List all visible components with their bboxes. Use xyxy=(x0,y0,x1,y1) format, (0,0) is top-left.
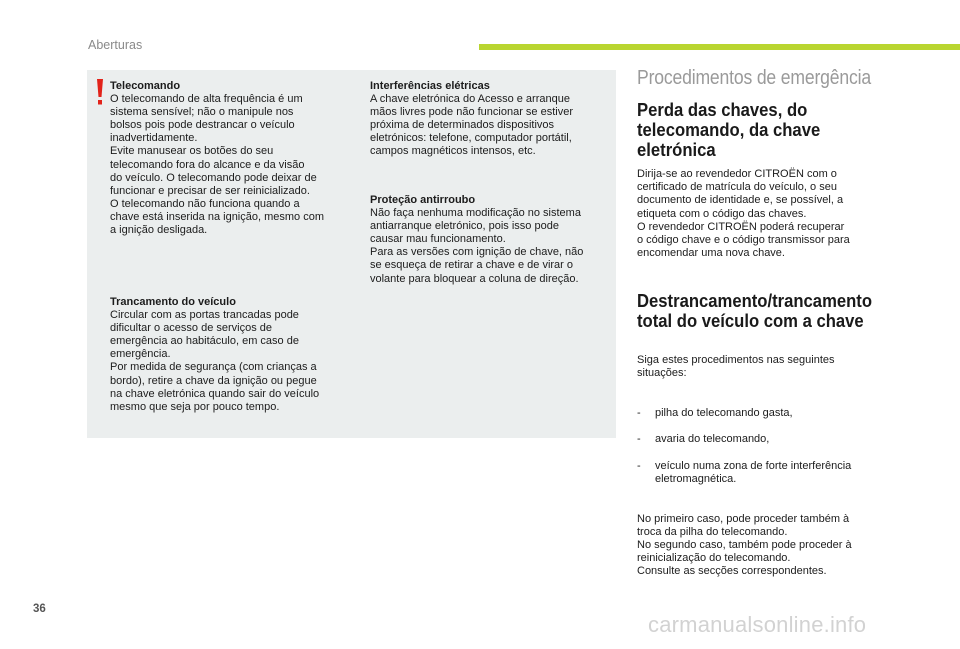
list-item: - veículo numa zona de forte interferência eletromagnética. xyxy=(637,460,887,486)
note-antirroubo xyxy=(370,194,610,286)
section-accent-bar xyxy=(479,44,960,50)
note-trancamento xyxy=(110,296,355,414)
list-item: - pilha do telecomando gasta, xyxy=(637,407,887,420)
paragraph-perda-chaves: Dirija-se ao revendedor CITROËN com o certificado de matrícula do veículo, o seu documento de identidade e, se possível, a etiqueta com o código das chaves. O revendedor CITROËN poderá recuperar o código chave e o código transmissor para encomendar uma nova chave. xyxy=(637,168,850,260)
note-body: O telecomando de alta frequência é um sistema sensível; não o manipule nos bolsos pois pode destrancar o veículo inadvertidamente. Evite manusear os botões do seu telecomando fora do alcance e da visão do veículo. O telecomando pode deixar de funcionar e precisar de ser reinicializado. O telecomando não funciona quando a chave está inserida na ignição, mesmo com a ignição desligada. xyxy=(110,93,324,237)
box-column-1 xyxy=(110,80,355,237)
box-column-2b xyxy=(370,194,610,286)
page-number: 36 xyxy=(33,603,46,615)
watermark: carmanualsonline.info xyxy=(648,612,867,637)
note-interferencias xyxy=(370,80,610,159)
warning-exclamation-icon xyxy=(96,79,104,105)
note-body: Não faça nenhuma modificação no sistema antiarranque eletrónico, pois isso pode causar mau funcionamento. Para as versões com ignição de chave, não se esqueça de retirar a chave e de virar o volante para bloquear a coluna de direção. xyxy=(370,207,584,285)
note-title: Interferências elétricas xyxy=(370,80,490,92)
page-title: Procedimentos de emergência xyxy=(637,67,871,89)
heading-destrancamento: Destrancamento/trancamento total do veículo com a chave xyxy=(637,290,873,331)
note-title: Telecomando xyxy=(110,80,181,92)
note-telecomando xyxy=(110,80,355,237)
note-title: Proteção antirroubo xyxy=(370,194,476,206)
paragraph-intro: Siga estes procedimentos nas seguintes situações: xyxy=(637,354,835,380)
list-item: - avaria do telecomando, xyxy=(637,433,887,446)
note-body: A chave eletrónica do Acesso e arranque mãos livres pode não funcionar se estiver próxima de determinados dispositivos eletrónicos: telefone, computador portátil, campos magnéticos intensos, etc. xyxy=(370,93,573,158)
box-column-1b xyxy=(110,296,355,414)
heading-perda-chaves: Perda das chaves, do telecomando, da chave eletrónica xyxy=(637,99,821,160)
paragraph-outro: No primeiro caso, pode proceder também à troca da pilha do telecomando. No segundo caso, também pode proceder à reinicialização do telecomando. Consulte as secções correspondentes. xyxy=(637,512,852,578)
section-label: Aberturas xyxy=(88,38,143,52)
note-body: Circular com as portas trancadas pode dificultar o acesso de serviços de emergência ao habitáculo, em caso de emergência. Por medida de segurança (com crianças a bordo), retire a chave da ignição ou pegue na chave eletrónica quando sair do veículo mesmo que seja por pouco tempo. xyxy=(110,309,320,413)
note-title: Trancamento do veículo xyxy=(110,296,236,308)
paragraph-destrancamento xyxy=(637,341,887,592)
situation-list xyxy=(637,394,887,500)
box-column-2 xyxy=(370,80,610,159)
